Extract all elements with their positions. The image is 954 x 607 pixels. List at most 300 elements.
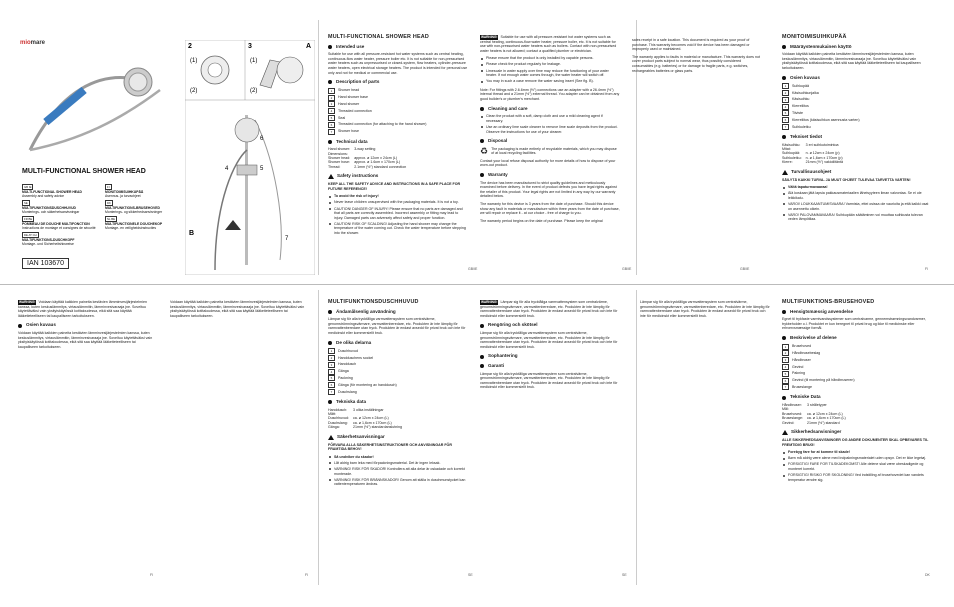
safety-item: FORSIGTIG! RISIKO FOR SKOLDNING! Ved indstilling af brusehovedet kan vandets temperatur ændre sig. — [782, 473, 932, 482]
en-safety-intro: KEEP ALL THE SAFETY ADVICE AND INSTRUCTIONS IN A SAFE PLACE FOR FUTURE REFERENCE! — [328, 182, 461, 191]
lang-sub: Instructions de montage et consignes de sécurité — [22, 226, 96, 230]
bullet-icon — [782, 45, 786, 49]
part-item — [782, 110, 932, 116]
bullet-icon — [480, 107, 484, 111]
se-tech-heading — [328, 400, 468, 405]
tech-row — [782, 416, 850, 420]
tech-key: Duschhuvud: — [328, 416, 349, 421]
lang-title: MULTIFUNKTIONS-DUSCHKOPF — [22, 238, 75, 242]
en-warranty-scope-text: The warranty applies to faults in material or manufacture. This warranty does not cover product parts subject to normal wear, thus possibly considered consumables (e.g. batteries) or for damage to fragile parts, e.g. switches, rechargeables batteries or glass parts. — [632, 54, 760, 73]
part-item — [328, 375, 468, 381]
language-item — [22, 232, 99, 246]
lang-sub: Asennus- ja turvaohjeet — [105, 194, 141, 198]
fi-intended-use-text: Voidaan käyttää kaikkien paineita kestävien lämminvesijärjestelmien kanssa, kuten keskuslämmitys, virtauslämmitin, lämminvesivaraaja jne. Soveltuu käytettäväksi vain yksityiskäytössä kotitaloudessa, eikä sitä saa käyttää lääketieteelliseen tai kaupalliseen tarkoitukseen. — [782, 52, 921, 70]
language-item — [22, 216, 99, 230]
en-warranty-3: The warranty period begins on the date of purchase. Please keep the original — [480, 218, 603, 223]
heading-text: Technical data — [336, 138, 368, 144]
heading-text: Säkerhetsanvisningar — [337, 433, 385, 439]
part-label: Gänga — [338, 369, 349, 374]
tech-key: Gevind: — [782, 420, 795, 425]
en-header: MULTI-FUNCTIONAL SHOWER HEAD — [328, 34, 429, 40]
fi-parts-list — [782, 83, 932, 130]
tech-key: Suihkuletku: — [782, 155, 802, 160]
part-label: Shower head — [338, 88, 360, 93]
part-label: Shower hose — [338, 129, 359, 134]
tech-key: Suihkupää: — [782, 151, 800, 156]
en-disposal-block — [480, 147, 620, 156]
tech-key: Bruseslange: — [782, 416, 803, 421]
tech-value: 21mm (½") vakioliitäntä — [805, 160, 844, 165]
tech-value: ca. ø 1,6cm x 170cm (L) — [806, 416, 846, 421]
part-number: 7 — [328, 129, 335, 135]
part-item — [782, 83, 932, 89]
part-label: Käsisuihku — [792, 97, 810, 102]
se-warning-text: Lämpar sig för alla trycktåliga varmvattensystem som centralvärme, genomströmningsvärmare, varmvattenberedare, etc. Produkten är inte lämplig för varmvattenberedare utan tryck. Produkten är endast avsedd för privat bruk och inte för medicinskt eller kommersiellt bruk. — [480, 300, 618, 318]
part-item — [328, 115, 468, 121]
part-number: 1 — [328, 88, 335, 94]
bullet-icon — [480, 139, 484, 143]
page-number: SE — [468, 573, 473, 577]
lang-code: NL BE — [107, 217, 115, 221]
safety-item: CAUTION! DANGER OF INJURY! Please ensure that no parts are damaged and that all parts are correctly assembled. Incorrect assembly or fitting may lead to injury. Damaged parts can adversely affect safety and proper function. — [328, 207, 468, 221]
part-number: 6 — [782, 378, 789, 384]
diagram-label: 6 — [260, 136, 264, 142]
tech-value: ca. ø 1,6cm x 170cm (L) — [352, 420, 392, 425]
part-label: Suihkupää — [792, 83, 809, 88]
diagram-label: (2) — [190, 88, 198, 94]
fi-col-1 — [782, 35, 932, 223]
page-divider — [636, 290, 637, 585]
part-label: Handduschens sockel — [338, 355, 374, 360]
part-label: Kierreliitos (käsisuihkun asennusta varten) — [792, 117, 860, 122]
se-parts-list — [328, 348, 468, 395]
bullet-icon — [480, 324, 484, 328]
fi-tech-heading — [782, 135, 932, 140]
fi-safety-intro: SÄILYTÄ KAIKKI TURVA- JA MUUT OHJEET TULEVAA TARVETTA VARTEN! — [782, 177, 911, 182]
dk-parts-heading — [782, 336, 932, 341]
part-label: Handdusch — [338, 362, 357, 367]
cover-title: MULTI-FUNCTIONAL SHOWER HEAD — [22, 168, 146, 175]
heading-text: Warranty — [488, 172, 508, 178]
bullet-icon — [480, 364, 484, 368]
heading-text: Osien kuvaus — [790, 74, 820, 80]
part-label: Threaded connection — [338, 108, 372, 113]
safety-item: VAROI! LOUKKAANTUMISVAARA! Varmista, ettei osissa ole vaurioita ja että kaikki osat on asennettu oikein. — [782, 202, 932, 211]
language-item — [105, 200, 182, 214]
part-item — [328, 95, 468, 101]
tech-value: ca. ø 12cm x 24cm (L) — [806, 411, 843, 416]
en-parts-list — [328, 88, 468, 135]
safety-item: Forebyg fare for at komme til skade! — [782, 450, 932, 455]
tech-value: approx. ø 12cm x 24cm (L) — [354, 155, 398, 160]
instruction-item: Limescale in water supply over time may reduce the functioning of your water heater. If not enough water comes through, the water heater will switch off. — [480, 69, 620, 78]
warning-triangle-icon — [328, 174, 334, 179]
fi-header: MONITOIMISUIHKUPÄÄ — [782, 34, 847, 40]
part-item — [328, 122, 468, 128]
diagram-label: 7 — [285, 236, 289, 242]
tech-row — [782, 160, 847, 164]
part-number: 7 — [782, 384, 789, 390]
en-cleaning-heading — [480, 107, 620, 112]
language-list — [22, 184, 182, 248]
dk-tech-table — [782, 403, 850, 425]
part-number: 1 — [782, 83, 789, 89]
diagram-label: 3 — [248, 43, 252, 50]
part-item — [782, 371, 932, 377]
part-label: Threaded connection (for attaching to the hand shower) — [338, 122, 427, 127]
en-col-2 — [480, 35, 620, 226]
lang-sub: Montage- und Sicherheitshinweise — [22, 242, 74, 246]
tech-value: 21mm (½") standardanslutning — [352, 425, 403, 430]
diagram-label: 4 — [225, 166, 229, 172]
safety-item: VARNING! RISK FÖR SKADOR! Kontrollera att alla delar är oskadade och korrekt monterade. — [328, 467, 468, 476]
se-cleaning-text: Lämpar sig för alla trycktåliga varmvattensystem som centralvärme, genomströmningsvärmare, varmvattenberedare, etc. Produkten är inte lämplig för varmvattenberedare utan tryck. Produkten är endast avsedd för privat bruk och inte för medicinskt eller kommersiellt bruk. — [480, 330, 618, 349]
lang-title: MULTI-FUNCTIONAL SHOWER HEAD — [22, 190, 82, 194]
dk-safety-heading — [782, 430, 932, 435]
lang-code: DE AT CH — [24, 233, 37, 237]
part-number: 2 — [328, 95, 335, 101]
part-label: Gevind — [792, 364, 804, 369]
part-label: Brusehoved — [792, 344, 812, 349]
part-label: Håndbrusebeslag — [792, 351, 821, 356]
part-number: 3 — [328, 101, 335, 107]
lang-code: DK — [107, 201, 111, 205]
warning-label: WARNING! — [19, 300, 36, 304]
safety-item: Låt aldrig barn leka med förpackningsmaterial. Det är ingen leksak. — [328, 461, 468, 466]
part-number: 1 — [782, 344, 789, 350]
en-intended-use-heading — [328, 45, 468, 50]
part-item — [328, 362, 468, 368]
tech-row — [328, 165, 410, 169]
en-warranty-col — [632, 38, 762, 76]
brand-logo — [20, 40, 45, 46]
instruction-item: Please check the product regularly for leakage. — [480, 62, 620, 67]
page-number: GB/IE — [622, 267, 632, 271]
safety-item: VARNING! RISK FÖR BRÄNNSKADOR! Genom att ställa in duschmunstycket kan vattentemperaturen ändras. — [328, 478, 468, 487]
part-number: 6 — [782, 117, 789, 123]
en-warranty-2: The warranty for this device is 3 years from the date of purchase. Should this device show any fault in materials or manufacture within three years from the date of purchase, we will repair or replace it - at our choice - free of charge to you. — [480, 202, 620, 216]
en-safety-heading — [328, 174, 468, 179]
bullet-icon — [328, 80, 332, 84]
tech-key: Brusehoved: — [782, 411, 803, 416]
lang-title: MULTIFUNCTIONELE DOUCHEKOP — [105, 222, 163, 226]
part-label: Duschslang — [338, 389, 357, 394]
part-label: Pakning — [792, 371, 805, 376]
lang-title: POMMEAU DE DOUCHE MULTIFONCTION — [22, 222, 90, 226]
en-disposal-text-2: Contact your local refuse disposal authority for more details of how to dispose of your worn-out product. — [480, 158, 616, 168]
part-label: Käsisuihkunjalka — [792, 90, 819, 95]
brand-logo-right: mare — [30, 40, 46, 46]
lang-sub: Montage- en veiligheidsinstructies — [105, 226, 157, 230]
safety-item: Børn må aldrig være alene med indpakningsmaterialet uden opsyn. Det er ikke legetøj. — [782, 456, 932, 461]
fi-tech-table — [782, 143, 847, 165]
tech-value: n. ø 12cm x 24cm (p) — [805, 151, 840, 156]
page-number: DK — [925, 573, 930, 577]
heading-text: Ändamålsenlig användning — [336, 308, 396, 314]
dk-intended-use-text: Egnet til trykfaste varmtvandssystemer som centralvarme, gennemstrømningsvandvarmer, trykbeholder o.l. Produktet er kun beregnet til privat brug og ikke til medicinske eller erhvervsmæssige formål. — [782, 317, 926, 331]
dk-parts-list — [782, 344, 932, 391]
tech-key: Handdusch: — [328, 407, 348, 412]
part-number: 7 — [782, 124, 789, 130]
page-number: FI — [925, 267, 929, 271]
warning-triangle-icon — [782, 430, 788, 435]
heading-text: Rengöring och skötsel — [488, 322, 538, 328]
se-parts-heading — [328, 341, 468, 346]
dk-col-1 — [782, 300, 932, 484]
warning-triangle-icon — [328, 435, 334, 440]
se-disposal-heading — [480, 354, 620, 359]
se-col-3 — [640, 300, 770, 321]
part-item — [328, 389, 468, 395]
safety-item: Never leave children unsupervised with the packaging materials. It is not a toy. — [328, 200, 468, 205]
bullet-icon — [18, 324, 22, 328]
part-label: Bruseslange — [792, 385, 812, 390]
product-photo — [20, 50, 170, 170]
tech-row — [782, 421, 850, 425]
tech-key: Dimensions: — [328, 151, 348, 156]
cover-page — [0, 0, 317, 282]
lang-sub: Assembly and safety advice — [22, 194, 65, 198]
part-item — [328, 129, 468, 135]
part-item — [782, 384, 932, 390]
page-divider — [318, 290, 319, 585]
heading-text: Määräystenmukainen käyttö — [790, 43, 852, 49]
part-label: Kierreliitos — [792, 104, 809, 109]
language-item — [105, 184, 182, 198]
dk-intended-use-heading — [782, 310, 932, 315]
warning-label: WARNING! — [481, 35, 498, 39]
heading-text: Hensigtsmæssig anvendelse — [790, 308, 854, 314]
se-safety-intro: FÖRVARA ALLA SÄKERHETSINSTRUKTIONER OCH ANVISNINGAR FÖR FRAMTIDA BEHOV! — [328, 442, 452, 452]
bullet-icon — [480, 173, 484, 177]
tech-value: ca. ø 12cm x 24cm (L) — [352, 416, 389, 421]
part-label: Gevind (til montering på håndbruseren) — [792, 378, 855, 383]
safety-item: Älä koskaan jätä lapsia pakkausmateriaalien läheisyyteen ilman valvontaa. Se ei ole leikkikalu. — [782, 191, 932, 200]
se-tech-table — [328, 408, 406, 430]
part-number: 5 — [328, 375, 335, 381]
bullet-icon — [782, 135, 786, 139]
page-number: SE — [622, 573, 627, 577]
en-col-1 — [328, 35, 468, 237]
heading-text: Description of parts — [336, 79, 380, 85]
en-warranty-heading — [480, 173, 620, 178]
bullet-icon — [782, 310, 786, 314]
bullet-icon — [782, 76, 786, 80]
bullet-icon — [328, 140, 332, 144]
se-warranty-text: Lämpar sig för alla trycktåliga varmvattensystem som centralvärme, genomströmningsvärmare, varmvattenberedare, etc. Produkten är inte lämplig för varmvattenberedare utan tryck. Produkten är endast avsedd för privat bruk och inte för medicinskt eller kommersiellt bruk. — [480, 371, 618, 390]
en-warranty-1: The device has been manufactured to strict quality guidelines and meticulously examined before delivery. In the event of product defects you have legal rights against the retailer of this product. Your legal rights are not limited in any way by our warranty detailed below. — [480, 180, 617, 199]
lang-title: MULTIFUNKTIONS-BRUSEHOVED — [105, 206, 160, 210]
diagram-label: A — [306, 43, 312, 50]
tech-key: Håndbruser: — [782, 402, 802, 407]
fi-intended-use-heading — [782, 45, 932, 50]
en-tech-table — [328, 147, 410, 169]
page-number: FI — [305, 573, 309, 577]
en-disposal-heading — [480, 139, 620, 144]
tech-key: Mitat: — [782, 146, 791, 151]
part-number: 2 — [328, 355, 335, 361]
heading-text: Sikkerhedsanvisninger — [791, 429, 842, 435]
cleaning-item: Clean the product with a soft, damp cloth and use a mild cleaning agent if necessary. — [480, 114, 620, 123]
part-item — [782, 104, 932, 110]
language-item — [105, 216, 182, 230]
recycle-icon: ♻ — [480, 145, 489, 156]
part-item — [328, 355, 468, 361]
warning-label: WARNING! — [481, 300, 498, 304]
se-col-1 — [328, 300, 468, 488]
heading-text: Garanti — [488, 362, 505, 368]
heading-text: Osien kuvaus — [26, 322, 56, 328]
se-warranty-heading — [480, 364, 620, 369]
heading-text: Sophantering — [488, 353, 518, 359]
safety-item: FORSIGTIG! FARE FOR TILSKADEKOMST! Alle delene skal være ubeskadigede og monteret korrekt. — [782, 462, 932, 471]
instruction-item: You may in such a case remove the water saving insert (See fig. B). — [480, 79, 620, 84]
brand-logo-left: mio — [20, 40, 31, 46]
lang-code: GB IE — [24, 185, 32, 189]
fi-warranty-text: Voidaan käyttää kaikkien paineita kestävien lämminvesijärjestelmien kanssa, kuten keskuslämmitys, virtauslämmitin, lämminvesivaraaja jne. Soveltuu käytettäväksi vain yksityiskäytössä kotitaloudessa, eikä sitä saa käyttää lääketieteelliseen tai kaupalliseen tarkoitukseen. — [170, 300, 305, 318]
part-number: 3 — [782, 357, 789, 363]
part-number: 6 — [328, 382, 335, 388]
en-tech-heading — [328, 140, 468, 145]
part-item — [782, 90, 932, 96]
part-label: Suihkuletku — [792, 124, 811, 129]
se-intended-use-heading — [328, 310, 468, 315]
diagram-label: 5 — [260, 166, 264, 172]
part-item — [782, 357, 932, 363]
part-label: Packning — [338, 376, 353, 381]
part-item — [782, 378, 932, 384]
warning-triangle-icon — [782, 170, 788, 175]
part-item — [328, 108, 468, 114]
fold-line — [0, 284, 954, 285]
tech-value: 21mm (½") standard — [806, 420, 840, 425]
assembly-diagram — [185, 40, 315, 275]
tech-value: approx. ø 1.6cm x 170cm (L) — [354, 160, 401, 165]
part-number: 6 — [328, 122, 335, 128]
fi-safety-heading — [782, 170, 932, 175]
part-label: Seal — [338, 115, 346, 120]
bullet-icon — [328, 45, 332, 49]
fi-parts-heading — [782, 76, 932, 81]
part-item — [782, 344, 932, 350]
lang-sub: Monterings- og sikkerhedsanvisninger — [105, 210, 163, 214]
fi-warning-text: Voidaan käyttää kaikkien paineita kestävien lämminvesijärjestelmien kanssa, kuten keskuslämmitys, virtauslämmitin, lämminvesivaraaja jne. Soveltuu käytettäväksi vain yksityiskäytössä kotitaloudessa, eikä sitä saa käyttää lääketieteelliseen tai kaupalliseen tarkoitukseen. — [18, 300, 147, 318]
part-item — [328, 88, 468, 94]
lang-code: SE — [24, 201, 28, 205]
dk-tech-heading — [782, 395, 932, 400]
tech-row — [782, 143, 847, 147]
heading-text: Cleaning and care — [488, 105, 528, 111]
part-label: Hand shower — [338, 102, 360, 107]
part-number: 5 — [782, 371, 789, 377]
heading-text: Turvallisuusohjeet — [791, 168, 832, 174]
tech-value: 3 eri suihkutoimintoa — [805, 142, 839, 147]
se-col-2 — [480, 300, 620, 393]
se-header: MULTIFUNKTIONSDUSCHHUVUD — [328, 299, 419, 305]
tech-key: Hand shower: — [328, 147, 351, 152]
language-item — [22, 200, 99, 214]
heading-text: Disposal — [488, 138, 508, 144]
dk-header: MULTIFUNKTIONS-BRUSEHOVED — [782, 299, 875, 305]
part-item — [782, 124, 932, 130]
se-cleaning-heading — [480, 323, 620, 328]
tech-key: Shower head: — [328, 155, 351, 160]
lang-sub: Monterings- och säkerhetsanvisningar — [22, 210, 80, 214]
part-item — [782, 97, 932, 103]
en-note: Note: For fittings with 2.6.6mm (½") connections use an adapter with a 26.4mm (½") internal thread and a 21mm (½") external thread. You adapter can be obtained from any good builder's or plumber's merchant. — [480, 87, 620, 102]
part-number: 1 — [328, 348, 335, 354]
tech-key: Kierre: — [782, 160, 793, 165]
en-warning-block — [480, 35, 620, 53]
part-item — [328, 369, 468, 375]
tech-key: Mål: — [782, 407, 789, 412]
safety-item: VARO! PALOVAMMAVAARA! Suihkupään säätäminen voi muuttaa suihkusta tulevan veden lämpötilaa. — [782, 213, 932, 222]
part-number: 7 — [328, 389, 335, 395]
heading-text: Tekniska data — [336, 398, 367, 404]
bullet-icon — [328, 310, 332, 314]
part-number: 4 — [782, 364, 789, 370]
diagram-label: (1) — [250, 58, 258, 64]
fi-col-2 — [18, 300, 153, 352]
diagram-label: (2) — [250, 88, 258, 94]
part-item — [328, 348, 468, 354]
page-number: GB/IE — [740, 267, 750, 271]
disposal-text: The packaging is made entirely of recyclable materials, which you may dispose of at local recycling facilities. — [491, 146, 617, 156]
lang-code: FI — [107, 185, 110, 189]
part-label: Gänga (för montering av handdusch) — [338, 382, 397, 387]
bullet-icon — [782, 396, 786, 400]
tech-value: 3 stråletyper — [806, 402, 827, 407]
part-number: 4 — [782, 104, 789, 110]
se-warning-block — [480, 300, 620, 318]
safety-item: Så undviker du skador! — [328, 455, 468, 460]
page-number: GB/IE — [468, 267, 478, 271]
tech-value: 3 olika inställningar — [352, 407, 384, 412]
fi-text: Voidaan käyttää kaikkien paineita kestävien lämminvesijärjestelmien kanssa, kuten keskuslämmitys, virtauslämmitin, lämminvesivaraaja jne. Soveltuu käytettäväksi vain yksityiskäytössä kotitaloudessa, eikä sitä saa käyttää lääketieteelliseen tai kaupalliseen tarkoitukseen. — [18, 330, 153, 349]
heading-text: Tekniset tiedot — [790, 133, 823, 139]
tech-key: Käsisuihku: — [782, 142, 801, 147]
heading-text: De olika delarna — [336, 339, 372, 345]
warning-text: Suitable for use with all pressure-resistant hot water systems such as central heating, continuous-flow water heater, pressure boiler, etc. It is not suitable for use with non-pressurised water heaters such as boilers. Contact with non-pressurised water heaters is not allowed; contact a qualified plumber or electrician. — [480, 35, 617, 53]
bullet-icon — [328, 341, 332, 345]
part-number: 4 — [328, 369, 335, 375]
part-number: 2 — [782, 90, 789, 96]
lang-title: MONITOIMISUIHKUPÄÄ — [105, 190, 144, 194]
fi-col-3 — [170, 300, 305, 321]
part-item — [328, 101, 468, 107]
safety-item: To avoid the risk of injury! — [328, 194, 468, 199]
part-item — [782, 117, 932, 123]
lang-code: FR BE — [24, 217, 33, 221]
bullet-icon — [480, 355, 484, 359]
se-intended-use-text: Lämpar sig för alla trycktåliga varmvattensystem som centralvärme, genomströmningsvärmare, varmvattenberedare, etc. Produkten är inte lämplig för varmvattenberedare utan tryck. Produkten är endast avsedd för privat bruk och inte för medicinskt eller kommersiellt bruk. — [328, 317, 466, 335]
diagram-label: 2 — [188, 43, 192, 50]
heading-text: Intended use — [336, 43, 365, 49]
part-number: 4 — [328, 108, 335, 114]
tech-key: Mått: — [328, 411, 336, 416]
cleaning-item: Use an ordinary lime scale cleaner to remove lime scale deposits from the product. Observe the instructions for use of your cleaner. — [480, 125, 620, 134]
se-warranty-continued: Lämpar sig för alla trycktåliga varmvattensystem som centralvärme, genomströmningsvärmare, varmvattenberedare, etc. Produkten är inte lämplig för varmvattenberedare utan tryck. Produkten är endast avsedd för privat bruk och inte för medicinskt eller kommersiellt bruk. — [640, 300, 770, 318]
en-parts-heading — [328, 80, 468, 85]
tech-value: 3-way setting — [354, 147, 376, 152]
heading-text: Beskrivelse af delene — [790, 334, 837, 340]
fi-cleaning-heading — [18, 323, 153, 328]
bullet-icon — [782, 336, 786, 340]
part-label: Hand shower base — [338, 95, 368, 100]
heading-text: Tekniske Data — [790, 394, 821, 400]
safety-item: Vältä tapaturmavaaraa! — [782, 185, 932, 190]
part-label: Tiiviste — [792, 111, 804, 116]
